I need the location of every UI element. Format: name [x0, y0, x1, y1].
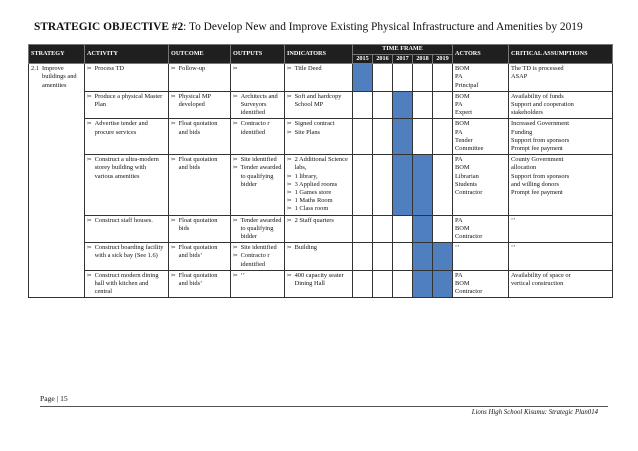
cell-line: BOM: [455, 280, 470, 288]
timeframe-cell: [393, 91, 413, 119]
bullet-item: [287, 129, 350, 137]
bullet-text: Construct boarding facility with a sick bay (See 1.6): [94, 244, 164, 260]
scissors-bullet-icon: ✂: [87, 272, 92, 279]
header-time-frame: TIME FRAME: [353, 45, 453, 55]
timeframe-cell: [433, 270, 453, 298]
header-actors: ACTORS: [453, 45, 509, 64]
bullet-text: 1 Class room: [294, 205, 329, 213]
scissors-bullet-icon: ✂: [287, 66, 292, 73]
cell-line: BOM: [455, 65, 470, 73]
scissors-bullet-icon: ✂: [233, 245, 238, 252]
bullet-item: [171, 217, 228, 233]
indicators-cell: [285, 270, 353, 298]
activity-cell: [85, 64, 169, 92]
bullet-item: [233, 93, 282, 118]
actors-cell: [453, 64, 509, 92]
bullet-item: [287, 181, 350, 189]
scissors-bullet-icon: ✂: [233, 165, 238, 172]
timeframe-cell: [373, 215, 393, 243]
cell-line: Increased Government: [511, 120, 570, 128]
scissors-bullet-icon: ✂: [287, 173, 292, 180]
bullet-text: Construct staff houses.: [94, 216, 153, 224]
bullet-item: [233, 272, 282, 280]
bullet-text: Site Plans: [294, 128, 320, 136]
header-year: 2017: [393, 55, 413, 64]
cell-line: Librarian: [455, 172, 479, 180]
scissors-bullet-icon: ✂: [287, 206, 292, 213]
strategy-number: 2.1: [31, 65, 39, 73]
bullet-text: 3 Applied rooms: [294, 180, 338, 188]
table-row: [29, 91, 613, 119]
bullet-item: [171, 120, 228, 136]
objective-label: STRATEGIC OBJECTIVE #2: [34, 21, 184, 33]
outcome-cell: [169, 119, 231, 155]
header-year: 2018: [413, 55, 433, 64]
bullet-text: 1 library,: [294, 172, 318, 180]
scissors-bullet-icon: ✂: [287, 272, 292, 279]
indicators-cell: [285, 155, 353, 215]
bullet-text: 1 Games store: [294, 189, 332, 197]
bullet-text: Construct modern dining hall with kitchen and central: [94, 271, 159, 296]
bullet-text: Construct a ultra-modern storey building with various amenities: [94, 156, 159, 180]
cell-line: ‘’: [455, 244, 460, 252]
header-outputs: OUTPUTS: [231, 45, 285, 64]
bullet-text: Float quotation and bids’: [178, 244, 218, 260]
bullet-text: 400 capacity seater Dining Hall: [294, 271, 344, 288]
bullet-text: Title Deed: [294, 65, 322, 73]
timeframe-cell: [373, 155, 393, 215]
strategy-cell: [29, 64, 85, 298]
cell-line: Tender: [455, 136, 473, 144]
cell-line: Support from sponsors: [511, 172, 570, 180]
scissors-bullet-icon: ✂: [233, 93, 238, 100]
actors-cell: [453, 215, 509, 243]
bullet-item: [87, 217, 166, 225]
header-year: 2019: [433, 55, 453, 64]
bullet-item: [171, 272, 228, 288]
scissors-bullet-icon: ✂: [171, 66, 176, 73]
bullet-text: Produce a physical Master Plan: [94, 92, 163, 109]
bullet-text: 1 Maths Room: [294, 197, 333, 205]
bullet-text: Contracto r identified: [240, 120, 270, 136]
bullet-item: [87, 272, 166, 297]
timeframe-cell: [413, 91, 433, 119]
bullet-text: Tender awarded to qualifying bidder: [240, 164, 282, 188]
assumptions-cell: [509, 215, 613, 243]
cell-line: PA: [455, 271, 463, 279]
strategy-item: [31, 65, 82, 90]
scissors-bullet-icon: ✂: [233, 272, 238, 279]
outputs-cell: [231, 64, 285, 92]
header-outcome: OUTCOME: [169, 45, 231, 64]
timeframe-cell: [373, 119, 393, 155]
actors-cell: [453, 119, 509, 155]
cell-line: ‘’: [511, 244, 516, 252]
strategy-table: [28, 44, 613, 298]
document-footer-title: Lions High School Kisumu: Strategic Plan014: [471, 409, 598, 416]
outputs-cell: [231, 155, 285, 215]
indicators-cell: [285, 119, 353, 155]
cell-line: Funding: [511, 128, 533, 136]
cell-line: Committee: [455, 145, 484, 153]
timeframe-cell: [393, 270, 413, 298]
bullet-item: [287, 205, 350, 213]
cell-line: PA: [455, 73, 463, 81]
scissors-bullet-icon: ✂: [87, 157, 92, 164]
bullet-item: [287, 244, 350, 252]
cell-line: and willing donors: [511, 180, 559, 188]
bullet-item: [87, 244, 166, 260]
actors-cell: [453, 270, 509, 298]
outcome-cell: [169, 91, 231, 119]
bullet-item: [171, 244, 228, 260]
outputs-cell: [231, 119, 285, 155]
indicators-cell: [285, 243, 353, 271]
bullet-text: ‘’: [240, 271, 245, 279]
header-year: 2015: [353, 55, 373, 64]
activity-cell: [85, 215, 169, 243]
outputs-cell: [231, 91, 285, 119]
timeframe-cell: [413, 119, 433, 155]
scissors-bullet-icon: ✂: [287, 245, 292, 252]
table-body: [29, 64, 613, 298]
bullet-item: [233, 65, 282, 73]
assumptions-cell: [509, 270, 613, 298]
cell-line: Availability of funds: [511, 92, 564, 100]
bullet-item: [87, 120, 166, 136]
timeframe-cell: [353, 64, 373, 92]
timeframe-cell: [413, 215, 433, 243]
header-indicators: INDICATORS: [285, 45, 353, 64]
scissors-bullet-icon: ✂: [87, 217, 92, 224]
assumptions-cell: [509, 64, 613, 92]
scissors-bullet-icon: ✂: [87, 121, 92, 128]
timeframe-cell: [413, 270, 433, 298]
activity-cell: [85, 155, 169, 215]
bullet-item: [287, 217, 350, 225]
timeframe-cell: [373, 64, 393, 92]
scissors-bullet-icon: ✂: [287, 198, 292, 205]
cell-line: PA: [455, 216, 463, 224]
bullet-item: [87, 65, 166, 73]
bullet-text: Float quotation and bids’: [178, 271, 218, 288]
assumptions-cell: [509, 91, 613, 119]
cell-line: Availability of space or: [511, 271, 571, 279]
bullet-text: Site identified: [240, 244, 277, 252]
cell-line: ASAP: [511, 73, 528, 81]
timeframe-cell: [413, 64, 433, 92]
bullet-text: [241, 65, 282, 73]
bullet-item: [233, 217, 282, 242]
table-row: [29, 155, 613, 215]
bullet-item: [233, 164, 282, 189]
bullet-text: Float quotation bids: [178, 216, 218, 232]
timeframe-cell: [393, 119, 413, 155]
timeframe-cell: [433, 243, 453, 271]
bullet-item: [87, 156, 166, 181]
table-row: [29, 270, 613, 298]
assumptions-cell: [509, 243, 613, 271]
timeframe-cell: [433, 155, 453, 215]
bullet-text: Advertise tender and procure services: [94, 120, 148, 136]
cell-line: Contractor: [455, 233, 483, 241]
timeframe-cell: [353, 155, 373, 215]
scissors-bullet-icon: ✂: [233, 121, 238, 128]
bullet-item: [287, 197, 350, 205]
timeframe-cell: [413, 243, 433, 271]
scissors-bullet-icon: ✂: [287, 129, 292, 136]
timeframe-cell: [353, 270, 373, 298]
scissors-bullet-icon: ✂: [171, 272, 176, 279]
scissors-bullet-icon: ✂: [171, 157, 176, 164]
scissors-bullet-icon: ✂: [171, 121, 176, 128]
outcome-cell: [169, 64, 231, 92]
objective-text: : To Develop New and Improve Existing Physical Infrastructure and Amenities by 2019: [183, 21, 583, 33]
timeframe-cell: [433, 215, 453, 243]
table-header: [29, 45, 613, 64]
footer-divider: [40, 406, 608, 407]
cell-line: PA: [455, 101, 463, 109]
cell-line: Prompt fee payment: [511, 145, 563, 153]
activity-cell: [85, 270, 169, 298]
outcome-cell: [169, 215, 231, 243]
scissors-bullet-icon: ✂: [233, 157, 238, 164]
scissors-bullet-icon: ✂: [233, 217, 238, 224]
bullet-item: [287, 120, 350, 128]
cell-line: Students: [455, 180, 478, 188]
bullet-text: Float quotation and bids: [178, 120, 218, 136]
bullet-item: [287, 189, 350, 197]
indicators-cell: [285, 215, 353, 243]
actors-cell: [453, 155, 509, 215]
table-row: [29, 64, 613, 92]
scissors-bullet-icon: ✂: [287, 93, 292, 100]
activity-cell: [85, 119, 169, 155]
cell-line: Contractor: [455, 189, 483, 197]
cell-line: BOM: [455, 224, 470, 232]
table-row: [29, 243, 613, 271]
cell-line: BOM: [455, 164, 470, 172]
bullet-item: [287, 156, 350, 172]
header-critical-assumptions: CRITICAL ASSUMPTIONS: [509, 45, 613, 64]
table-row: [29, 119, 613, 155]
bullet-item: [171, 65, 228, 73]
cell-line: Principal: [455, 81, 479, 89]
scissors-bullet-icon: ✂: [287, 181, 292, 188]
bullet-text: Process TD: [94, 65, 125, 73]
bullet-item: [233, 252, 282, 268]
scissors-bullet-icon: ✂: [171, 217, 176, 224]
cell-line: County Government: [511, 156, 564, 164]
scissors-bullet-icon: ✂: [233, 66, 238, 73]
activity-cell: [85, 91, 169, 119]
bullet-text: Tender awarded to qualifying bidder: [240, 216, 282, 241]
table-row: [29, 215, 613, 243]
outputs-cell: [231, 243, 285, 271]
bullet-text: Site identified: [240, 156, 277, 164]
cell-line: Contractor: [455, 288, 483, 296]
cell-line: Support from sponsors: [511, 136, 570, 144]
timeframe-cell: [393, 243, 413, 271]
cell-line: allocation: [511, 164, 537, 172]
actors-cell: [453, 243, 509, 271]
scissors-bullet-icon: ✂: [87, 245, 92, 252]
bullet-text: Physical MP developed: [178, 92, 211, 109]
bullet-text: Architects and Surveyors identified: [240, 92, 278, 117]
assumptions-cell: [509, 119, 613, 155]
timeframe-cell: [353, 119, 373, 155]
assumptions-cell: [509, 155, 613, 215]
cell-line: ‘’: [511, 216, 516, 224]
bullet-text: 2 Staff quarters: [294, 216, 334, 224]
bullet-item: [233, 244, 282, 252]
scissors-bullet-icon: ✂: [87, 66, 92, 73]
outputs-cell: [231, 270, 285, 298]
bullet-item: [287, 65, 350, 73]
bullet-item: [233, 120, 282, 136]
scissors-bullet-icon: ✂: [287, 157, 292, 164]
bullet-item: [287, 93, 350, 109]
scissors-bullet-icon: ✂: [287, 121, 292, 128]
strategy-text: Improve buildings and amenities: [42, 65, 77, 89]
timeframe-cell: [373, 243, 393, 271]
timeframe-cell: [393, 155, 413, 215]
outputs-cell: [231, 215, 285, 243]
activity-cell: [85, 243, 169, 271]
cell-line: BOM: [455, 120, 470, 128]
timeframe-cell: [353, 215, 373, 243]
cell-line: BOM: [455, 92, 470, 100]
bullet-item: [287, 272, 350, 288]
bullet-item: [87, 93, 166, 109]
scissors-bullet-icon: ✂: [171, 245, 176, 252]
scissors-bullet-icon: ✂: [287, 217, 292, 224]
page-number: Page | 15: [40, 394, 68, 403]
timeframe-cell: [373, 270, 393, 298]
bullet-text: Contracto r identified: [240, 252, 270, 268]
bullet-text: Follow-up: [178, 65, 206, 73]
timeframe-cell: [353, 91, 373, 119]
indicators-cell: [285, 64, 353, 92]
timeframe-cell: [433, 91, 453, 119]
cell-line: vertical construction: [511, 280, 564, 288]
cell-line: Support and cooperation: [511, 101, 574, 109]
timeframe-cell: [353, 243, 373, 271]
timeframe-cell: [413, 155, 433, 215]
indicators-cell: [285, 91, 353, 119]
bullet-item: [171, 93, 228, 109]
outcome-cell: [169, 243, 231, 271]
bullet-text: Signed contract: [294, 120, 335, 128]
bullet-item: [233, 156, 282, 164]
bullet-text: Float quotation and bids: [178, 156, 218, 172]
outcome-cell: [169, 155, 231, 215]
header-activity: ACTIVITY: [85, 45, 169, 64]
scissors-bullet-icon: ✂: [233, 253, 238, 260]
cell-line: Expert: [455, 109, 473, 117]
bullet-text: 2 Additional Science labs,: [294, 156, 348, 172]
header-year: 2016: [373, 55, 393, 64]
page-title: [34, 21, 583, 33]
scissors-bullet-icon: ✂: [87, 93, 92, 100]
bullet-item: [171, 156, 228, 172]
scissors-bullet-icon: ✂: [287, 190, 292, 197]
timeframe-cell: [373, 91, 393, 119]
scissors-bullet-icon: ✂: [171, 93, 176, 100]
timeframe-cell: [433, 119, 453, 155]
timeframe-cell: [433, 64, 453, 92]
outcome-cell: [169, 270, 231, 298]
cell-line: stakeholders: [511, 109, 543, 117]
bullet-item: [287, 173, 350, 181]
cell-line: The TD is processed: [511, 65, 564, 73]
header-strategy: STRATEGY: [29, 45, 85, 64]
timeframe-cell: [393, 215, 413, 243]
cell-line: PA: [455, 128, 463, 136]
bullet-text: Building: [294, 244, 317, 252]
timeframe-cell: [393, 64, 413, 92]
actors-cell: [453, 91, 509, 119]
cell-line: Prompt fee payment: [511, 189, 563, 197]
bullet-text: Soft and hardcopy School MP: [294, 92, 342, 109]
cell-line: PA: [455, 156, 463, 164]
